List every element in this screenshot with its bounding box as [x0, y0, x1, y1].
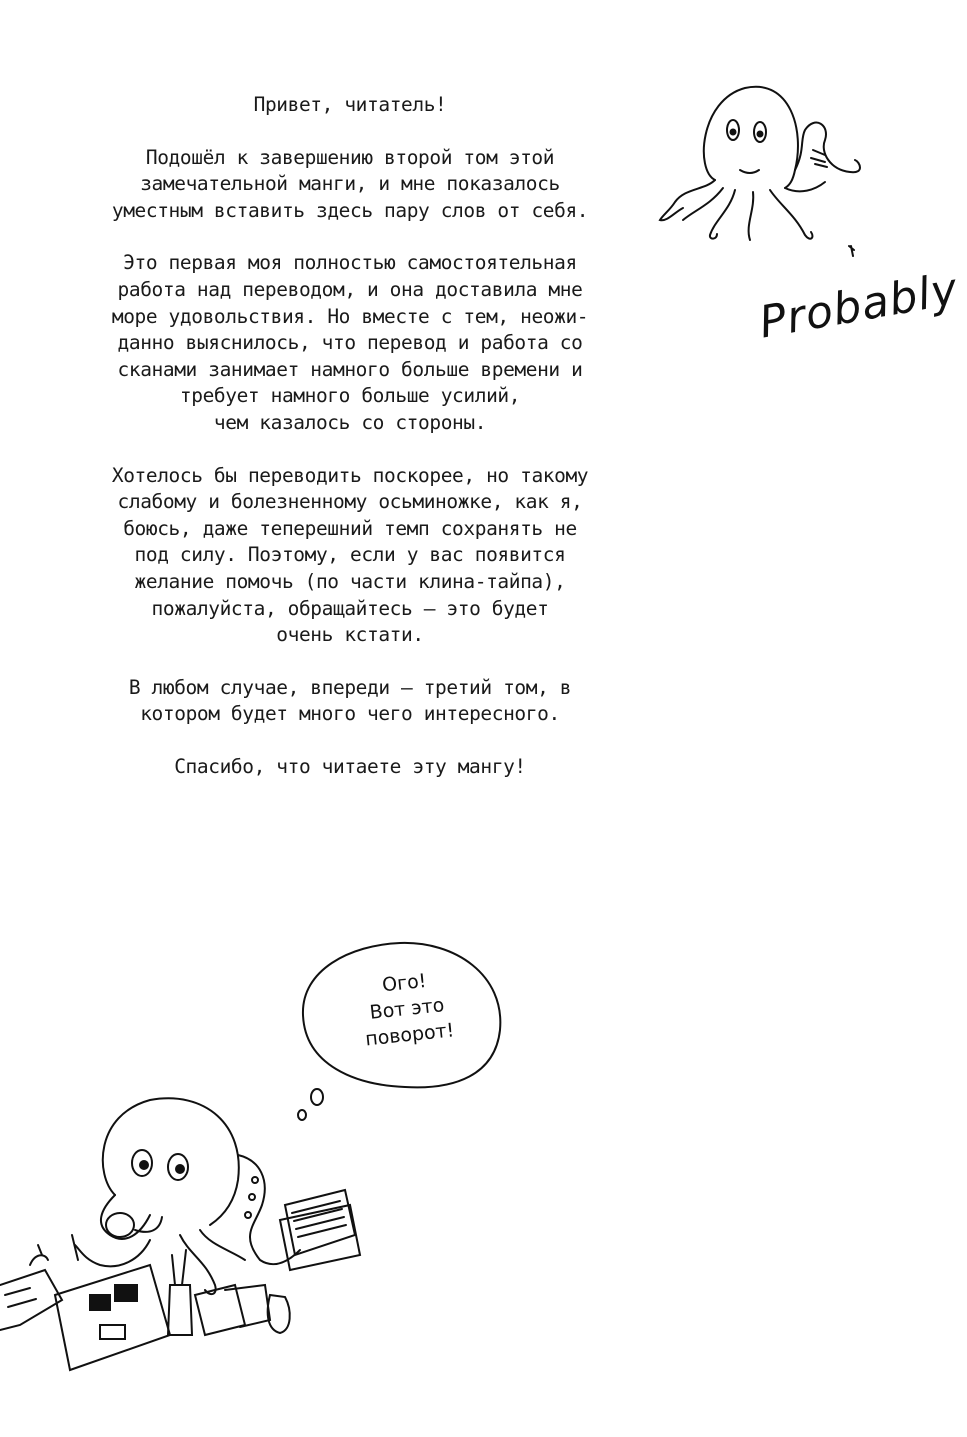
line: под силу. Поэтому, если у вас появится	[134, 543, 566, 567]
line: чем казалось со стороны.	[213, 410, 487, 434]
line: боюсь, даже теперешний темп сохранять не	[123, 516, 577, 540]
greeting: Привет, читатель!	[253, 93, 447, 116]
octopus-doodle-icon	[655, 70, 885, 270]
line: Хотелось бы переводить поскорее, но такому	[111, 463, 589, 487]
translator-letter	[40, 92, 660, 806]
line: В любом случае, впереди – третий том, в	[128, 675, 572, 699]
probably-annotation: Probably	[755, 263, 963, 349]
line: Это первая моя полностью самостоятельная	[123, 251, 577, 275]
line: слабому и болезненному осьминожке, как я,	[117, 490, 583, 514]
paragraph-1	[40, 145, 660, 225]
line: пожалуйста, обращайтесь – это будет	[151, 596, 549, 620]
line: замечательной манги, и мне показалось	[140, 172, 560, 196]
paragraph-3	[40, 463, 660, 649]
line: желание помочь (по части клина-тайпа),	[134, 569, 566, 593]
line: данно выяснилось, что перевод и работа со	[117, 331, 583, 355]
line: Подошёл к завершению второй том этой	[145, 145, 555, 169]
bubble-line: Вот это	[368, 994, 446, 1024]
bubble-line: поворот!	[364, 1019, 456, 1051]
line: требует намного больше усилий,	[179, 384, 521, 408]
bubble-line: Ого!	[381, 969, 428, 997]
line: котором будет много чего интересного.	[140, 702, 560, 726]
paragraph-4	[40, 675, 660, 728]
closing: Спасибо, что читаете эту мангу!	[174, 754, 526, 778]
line: очень кстати.	[276, 623, 424, 647]
line: сканами занимает намного больше времени и	[117, 357, 583, 381]
line: работа над переводом, и она доставила мне	[117, 277, 583, 301]
working-octopus-illustration-icon	[0, 1085, 380, 1385]
line: море удовольствия. Но вместе с тем, неожи-	[111, 304, 589, 328]
paragraph-2	[40, 250, 660, 436]
line: уместным вставить здесь пару слов от себя.	[111, 198, 589, 222]
